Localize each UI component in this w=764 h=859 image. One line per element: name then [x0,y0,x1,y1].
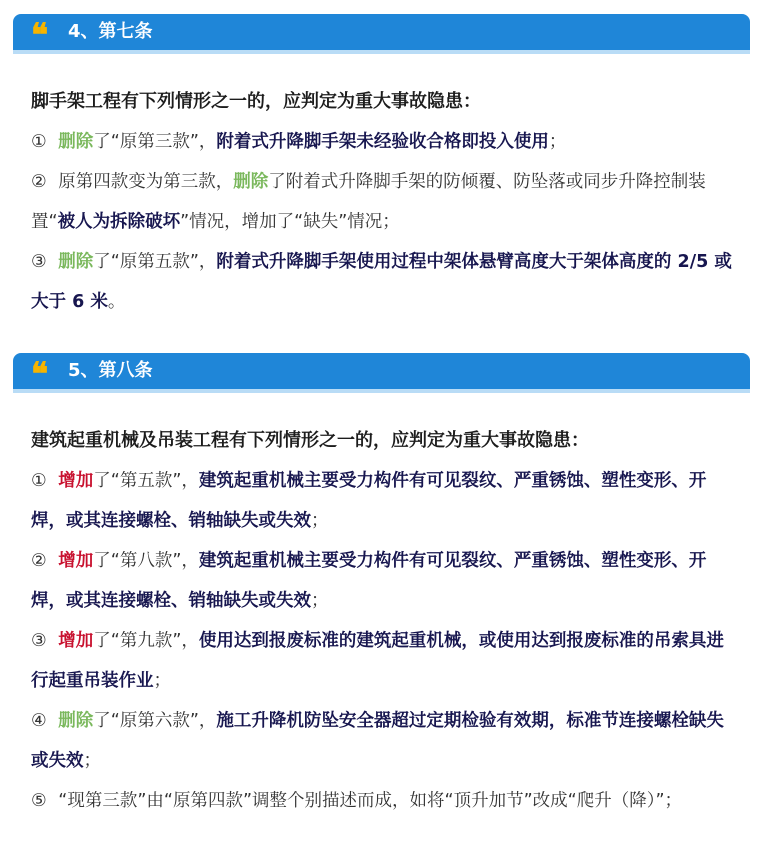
section-title: 4、第七条 [68,21,153,42]
list-item [31,781,736,821]
list-item [31,541,736,621]
section-content [31,82,736,322]
item-plain-text: 了“第五款”， [93,471,199,491]
item-plain-text: 了“第九款”， [93,631,199,651]
item-tail-text: ； [311,511,329,531]
list-item [31,461,736,541]
added-keyword: 增加 [58,471,94,491]
item-plain-text: 了“原第五款”， [93,252,217,272]
deleted-keyword: 删除 [58,132,94,152]
list-item [31,701,736,781]
item-tail-text: ； [548,132,567,152]
section-content [31,421,736,821]
item-number: ② [31,172,47,192]
deleted-keyword: 删除 [58,252,94,272]
deleted-keyword: 删除 [233,172,269,192]
item-bold-text: 附着式升降脚手架未经验收合格即投入使用 [216,132,549,152]
added-keyword: 增加 [58,631,94,651]
item-bold-text: 建筑起重机械主要受力构件有可见裂纹、严重锈蚀、塑性变形、开焊，或其连接螺栓、销轴缺失或失效 [31,551,707,611]
list-item [31,122,736,162]
item-number: ① [31,471,47,491]
list-item [31,242,736,322]
section-heading: 脚手架工程有下列情形之一的，应判定为重大事故隐患： [31,91,481,112]
item-plain-text: 了附着式升降脚手架的防倾覆、防坠落或同步升降控制装置“ [31,172,706,232]
list-item [31,621,736,701]
item-number: ⑤ [31,791,47,811]
section-heading: 建筑起重机械及吊装工程有下列情形之一的，应判定为重大事故隐患： [31,430,589,451]
item-number: ③ [31,631,47,651]
item-bold-text: 附着式升降脚手架使用过程中架体悬臂高度大于架体高度的 2/5 或大于 6 米 [31,252,732,312]
item-tail-text: ； [153,671,171,691]
item-number: ② [31,551,47,571]
deleted-keyword: 删除 [58,711,94,731]
section-title: 5、第八条 [68,360,153,381]
item-tail-text: 。 [107,292,126,312]
section-banner [13,14,750,54]
item-bold-text: 被人为拆除破坏 [57,212,181,232]
item-plain-text: 了“原第六款”， [93,711,217,731]
item-bold-text: 建筑起重机械主要受力构件有可见裂纹、严重锈蚀、塑性变形、开焊，或其连接螺栓、销轴缺失或失效 [31,471,707,531]
item-plain-text: 了“原第三款”， [93,132,217,152]
item-bold-text: 施工升降机防坠安全器超过定期检验有效期，标准节连接螺栓缺失或失效 [31,711,724,771]
item-plain-text: 了“第八款”， [93,551,199,571]
item-tail-text: ； [83,751,101,771]
item-text: “现第三款”由“原第四款”调整个别描述而成，如将“顶升加节”改成“爬升（降）”； [58,791,683,811]
item-tail-text: ”情况，增加了“缺失”情况； [180,212,400,232]
item-number: ④ [31,711,47,731]
added-keyword: 增加 [58,551,94,571]
section-banner [13,353,750,393]
quote-icon: ❝ [31,355,46,393]
list-item [31,162,736,242]
item-tail-text: ； [311,591,329,611]
quote-icon: ❝ [31,16,46,54]
item-number: ① [31,132,47,152]
item-pre-text: 原第四款变为第三款， [58,172,234,192]
item-number: ③ [31,252,47,272]
item-bold-text: 使用达到报废标准的建筑起重机械，或使用达到报废标准的吊索具进行起重吊装作业 [31,631,724,691]
